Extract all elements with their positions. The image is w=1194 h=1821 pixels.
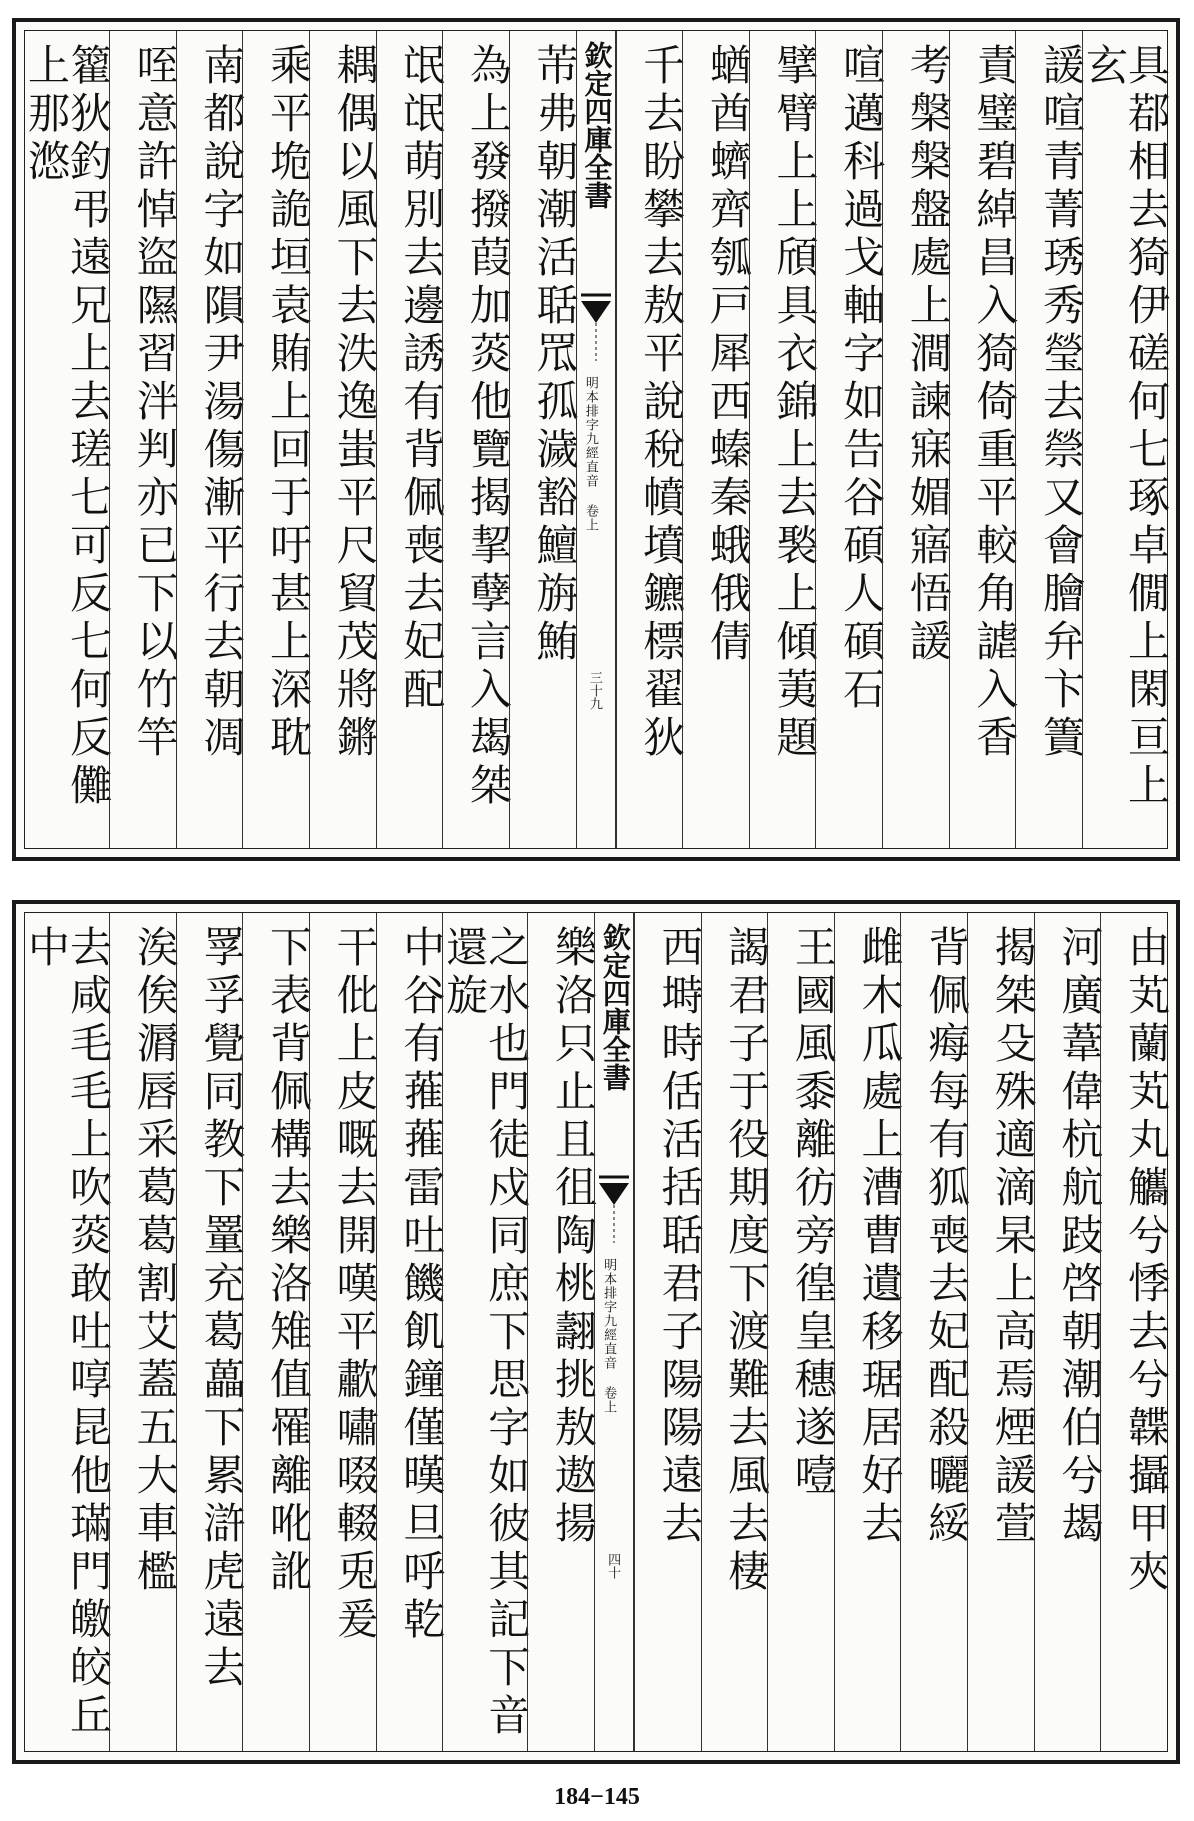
leaf-number: 四十 [605,1553,621,1579]
text-column: 王國風黍離彷旁徨皇穗遂噎 [767,913,834,1751]
gutter-subtitle: 明本排字九經直音 卷上 [601,1258,617,1414]
center-gutter [576,31,616,848]
text-column: 下表背佩構去樂洛雉值罹離吪訛 [242,913,309,1751]
text-column: 由芄蘭芄丸觿兮悸去兮韘攝甲夾 [1100,913,1167,1751]
text-column: 干仳上皮嘅去開嘆平歗嘯啜輟兎爰 [309,913,376,1751]
text-column: 考槃槃盤處上澗諫寐媚寤悟諼 [882,31,949,848]
text-column: 西塒時佸活括聒君子陽陽遠去 [634,913,701,1751]
bottom-page-panel [12,900,1180,1764]
text-column: 責璧碧綽昌入猗倚重平較角謔入香 [949,31,1016,848]
text-column: 諼喧青菁琇秀瑩去禜又會膾弁卞簀 [1015,31,1082,848]
text-column: 揭桀殳殊適滴杲上高焉煙諼萱 [967,913,1034,1751]
text-column: 為上發撥葭加菼他覽揭挈孽言入朅桀 [442,31,509,848]
top-page-panel [12,18,1180,861]
text-column: 背佩痗每有狐喪去妃配殺曬綏 [900,913,967,1751]
text-column: 南都說字如隕尹湯傷漸平行去朝凋 [176,31,243,848]
text-column: 喧邁科過戈軸字如告谷碩人碩石 [815,31,882,848]
text-column: 雌木瓜處上漕曹遺移琚居好去 [834,913,901,1751]
text-column: 河廣葦偉杭航跂啓朝潮伯兮朅 [1034,913,1101,1751]
book-title: 欽定四庫全書 [580,41,614,209]
text-column: 樂洛只止且徂陶桃翿挑敖遨揚 [527,913,594,1751]
book-title: 欽定四庫全書 [598,923,632,1091]
text-column: 咥意許悼盜隰習泮判亦已下以竹竿 [109,31,176,848]
center-gutter [594,913,634,1751]
text-column: 耦偶以風下去泆逸蚩平尺貿茂將鏘 [309,31,376,848]
text-column: 籊狄釣弔遠兄上去瑳七可反七何反儺上那滺 [22,43,114,811]
text-column: 中谷有蓷蓷雷吐饑飢鐘僅暵旦呼乾 [376,913,443,1751]
text-column: 之水也門徒戍同庶下思字如彼其記下音還旋 [442,913,527,1751]
bottom-text-grid [22,912,1171,1752]
text-column: 氓氓萌別去邊誘有背佩喪去妃配 [376,31,443,848]
text-column: 擘臂上上頎具衣錦上去褧上傾荑題 [749,31,816,848]
text-column: 千去盼攀去敖平說稅幩墳鑣標翟狄 [616,31,683,848]
text-column: 涘俟漘唇采葛葛割艾蓋五大車檻 [109,913,176,1751]
text-column: 蝤酋蠐齊瓠戸犀西螓秦蛾俄倩 [682,31,749,848]
page-number: 184−145 [554,1784,640,1810]
fish-tail-mark-icon [581,293,611,363]
text-column: 去咸毛毛上吹菼敢吐啍昆他璊門皦皎丘中 [22,925,114,1741]
text-column: 謁君子于役期度下渡難去風去棲 [701,913,768,1751]
gutter-subtitle: 明本排字九經直音 卷上 [582,376,598,532]
text-column: 罦孚覺同教下罿充葛藟下累滸虎遠去 [176,913,243,1751]
fish-tail-mark-icon [599,1175,629,1245]
text-column: 芾弗朝潮活聒罛孤濊豁鱣旃鮪 [509,31,576,848]
text-column: 乘平垝詭垣袁賄上回于吁甚上深耽 [242,31,309,848]
text-column: 具鄀相去猗伊磋何七琢卓僩上閑亘上玄 [1082,31,1167,848]
top-text-grid [22,30,1171,849]
leaf-number: 三十九 [586,671,602,710]
